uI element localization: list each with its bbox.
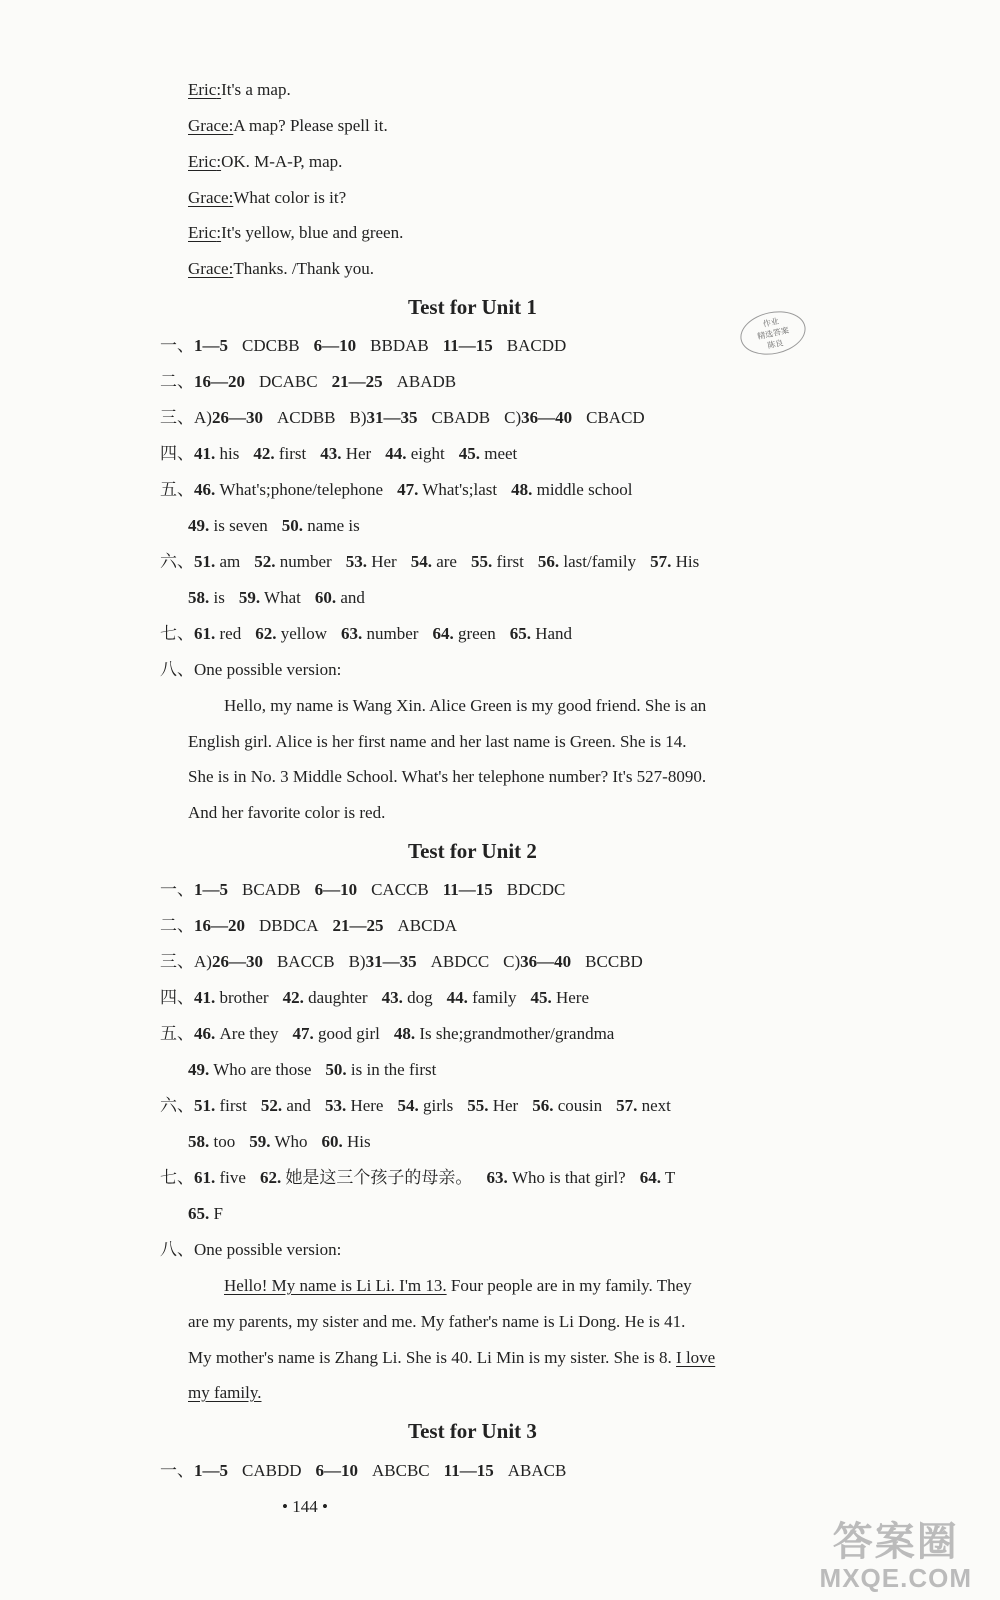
watermark: 答案圈 MXQE.COM: [819, 1520, 972, 1593]
unit2-essay-line: are my parents, my sister and me. My father's name is Li Dong. He is 41.: [188, 1312, 686, 1331]
unit1-essay-line: Hello, my name is Wang Xin. Alice Green is my good friend. She is an: [224, 696, 707, 715]
dialog-line: Grace:A map? Please spell it.: [188, 116, 388, 135]
unit2-section-4: 四、41. brother 42. daughter 43. dog 44. family 45. Here: [160, 988, 589, 1007]
unit2-section-7: 七、61. five 62. 她是这三个孩子的母亲。 63. Who is that girl? 64. T: [160, 1168, 676, 1187]
dialog-line: Eric:It's yellow, blue and green.: [188, 223, 404, 242]
speaker: Eric:: [188, 152, 222, 171]
unit2-essay-line: my family.: [188, 1383, 262, 1402]
unit1-title: Test for Unit 1: [408, 295, 537, 319]
unit2-section-5: 五、46. Are they 47. good girl 48. Is she;grandmother/grandma: [160, 1024, 615, 1043]
unit1-section-7: 七、61. red 62. yellow 63. number 64. green 65. Hand: [160, 624, 573, 643]
dialog-line: Grace:What color is it?: [188, 188, 347, 207]
unit2-section-8: 八、One possible version:: [160, 1240, 342, 1259]
unit2-essay-line: Hello! My name is Li Li. I'm 13. Four people are in my family. They: [224, 1276, 692, 1295]
speaker: Grace:: [188, 116, 234, 135]
unit1-section-4: 四、41. his 42. first 43. Her 44. eight 45. meet: [160, 444, 518, 463]
unit1-section-3: 三、A)26—30 ACDBB B)31—35 CBADB C)36—40 CBACD: [160, 408, 645, 427]
stamp-seal: 作业 精选答案 陈良: [736, 306, 809, 361]
speaker: Grace:: [188, 259, 234, 278]
unit1-essay-line: She is in No. 3 Middle School. What's her telephone number? It's 527-8090.: [188, 767, 707, 786]
unit1-essay-line: English girl. Alice is her first name and her last name is Green. She is 14.: [188, 732, 687, 751]
unit2-section-6-cont: 58. too 59. Who 60. His: [188, 1132, 371, 1151]
speaker: Eric:: [188, 80, 222, 99]
unit1-section-1: 一、1—5 CDCBB 6—10 BBDAB 11—15 BACDD: [160, 336, 567, 355]
unit1-section-5: 五、46. What's;phone/telephone 47. What's;last 48. middle school: [160, 480, 633, 499]
dialog-line: Eric:OK. M-A-P, map.: [188, 152, 343, 171]
page-number: • 144 •: [282, 1497, 328, 1516]
dialog-line: Grace:Thanks. /Thank you.: [188, 259, 375, 278]
unit2-section-3: 三、A)26—30 BACCB B)31—35 ABDCC C)36—40 BCCBD: [160, 952, 643, 971]
unit2-section-6: 六、51. first 52. and 53. Here 54. girls 55. Her 56. cousin 57. next: [160, 1096, 671, 1115]
speaker: Grace:: [188, 188, 234, 207]
unit2-section-2: 二、16—20 DBDCA 21—25 ABCDA: [160, 916, 458, 935]
unit1-section-6: 六、51. am 52. number 53. Her 54. are 55. first 56. last/family 57. His: [160, 552, 700, 571]
unit1-section-5-cont: 49. is seven 50. name is: [188, 516, 360, 535]
unit3-title: Test for Unit 3: [408, 1419, 537, 1443]
speaker: Eric:: [188, 223, 222, 242]
unit1-essay-line: And her favorite color is red.: [188, 803, 386, 822]
unit2-section-7-cont: 65. F: [188, 1204, 223, 1223]
unit2-title: Test for Unit 2: [408, 839, 537, 863]
unit2-section-1: 一、1—5 BCADB 6—10 CACCB 11—15 BDCDC: [160, 880, 566, 899]
unit1-section-6-cont: 58. is 59. What 60. and: [188, 588, 365, 607]
unit2-essay-line: My mother's name is Zhang Li. She is 40. Li Min is my sister. She is 8. I love: [188, 1348, 716, 1367]
unit3-section-1: 一、1—5 CABDD 6—10 ABCBC 11—15 ABACB: [160, 1461, 567, 1480]
dialog-line: Eric:It's a map.: [188, 80, 291, 99]
unit1-section-8: 八、One possible version:: [160, 660, 342, 679]
unit1-section-2: 二、16—20 DCABC 21—25 ABADB: [160, 372, 457, 391]
unit2-section-5-cont: 49. Who are those 50. is in the first: [188, 1060, 437, 1079]
